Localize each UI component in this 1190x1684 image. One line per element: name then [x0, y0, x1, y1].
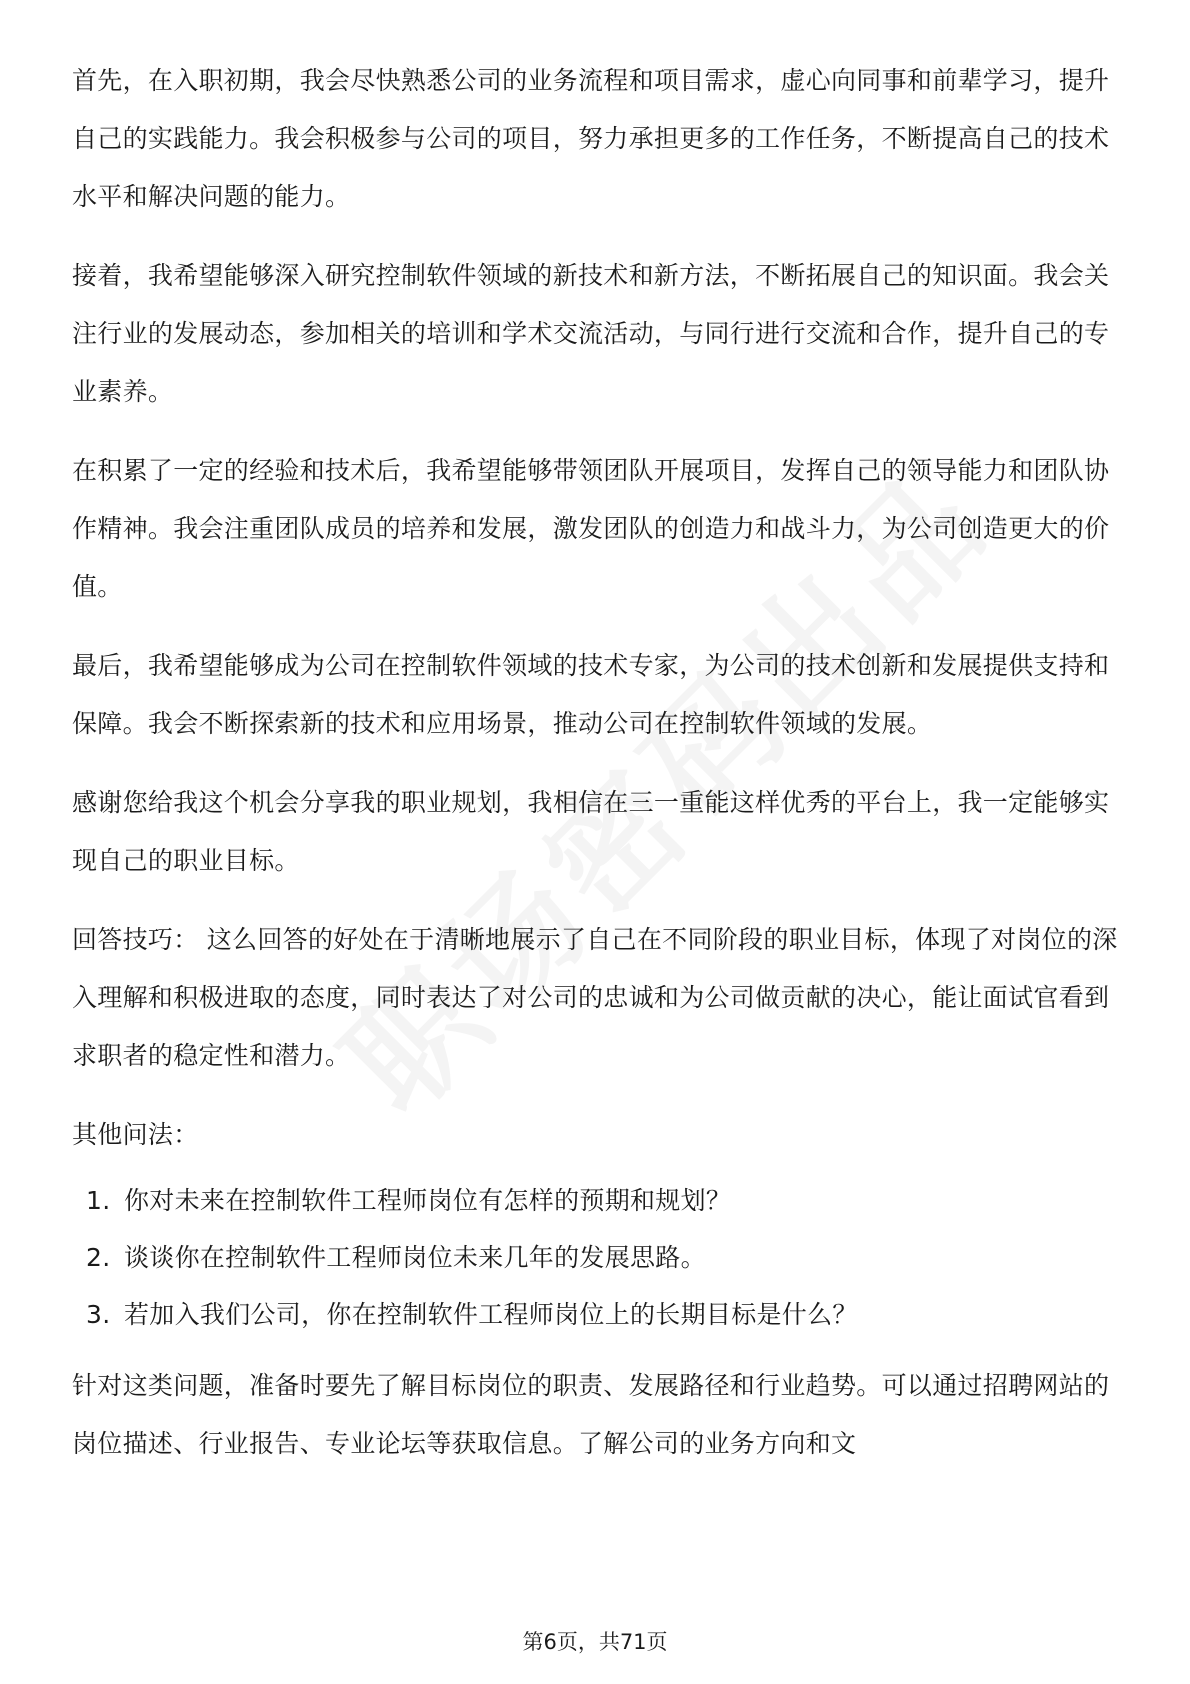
- list-item: [72, 1229, 1118, 1286]
- paragraph-thanks: 感谢您给我这个机会分享我的职业规划，我相信在三一重能这样优秀的平台上，我一定能够实现自己的职业目标。: [72, 788, 1110, 875]
- list-item: [72, 1286, 1118, 1343]
- paragraph-early-stage: 首先，在入职初期，我会尽快熟悉公司的业务流程和项目需求，虚心向同事和前辈学习，提升自己的实践能力。我会积极参与公司的项目，努力承担更多的工作任务，不断提高自己的技术水平和解决问题的能力。: [72, 66, 1110, 211]
- list-item: [72, 1172, 1118, 1229]
- paragraph-other-questions-heading: 其他问法：: [72, 1120, 199, 1149]
- list-item-number: 1.: [86, 1186, 111, 1215]
- paragraph-research: 接着，我希望能够深入研究控制软件领域的新技术和新方法，不断拓展自己的知识面。我会关注行业的发展动态，参加相关的培训和学术交流活动，与同行进行交流和合作，提升自己的专业素养。: [72, 261, 1110, 406]
- list-item-number: 3.: [86, 1300, 111, 1329]
- paragraph-expert: 最后，我希望能够成为公司在控制软件领域的技术专家，为公司的技术创新和发展提供支持和保障。我会不断探索新的技术和应用场景，推动公司在控制软件领域的发展。: [72, 651, 1110, 738]
- paragraph-leadership: 在积累了一定的经验和技术后，我希望能够带领团队开展项目，发挥自己的领导能力和团队协作精神。我会注重团队成员的培养和发展，激发团队的创造力和战斗力，为公司创造更大的价值。: [72, 456, 1110, 601]
- paragraph-closing: 针对这类问题，准备时要先了解目标岗位的职责、发展路径和行业趋势。可以通过招聘网站的岗位描述、行业报告、专业论坛等获取信息。了解公司的业务方向和文: [72, 1371, 1110, 1458]
- paragraph-answer-tips: 回答技巧： 这么回答的好处在于清晰地展示了自己在不同阶段的职业目标，体现了对岗位的深入理解和积极进取的态度，同时表达了对公司的忠诚和为公司做贡献的决心，能让面试官看到求职者的稳定性和潜力。: [72, 925, 1118, 1070]
- list-item-text: 谈谈你在控制软件工程师岗位未来几年的发展思路。: [124, 1243, 706, 1272]
- list-item-text: 若加入我们公司，你在控制软件工程师岗位上的长期目标是什么？: [124, 1300, 858, 1329]
- list-item-number: 2.: [86, 1243, 111, 1272]
- list-item-text: 你对未来在控制软件工程师岗位有怎样的预期和规划？: [124, 1186, 732, 1215]
- other-questions-list: [72, 1172, 1118, 1343]
- document-page: [72, 52, 1118, 1494]
- page-number: 第6页，共71页: [522, 1630, 668, 1654]
